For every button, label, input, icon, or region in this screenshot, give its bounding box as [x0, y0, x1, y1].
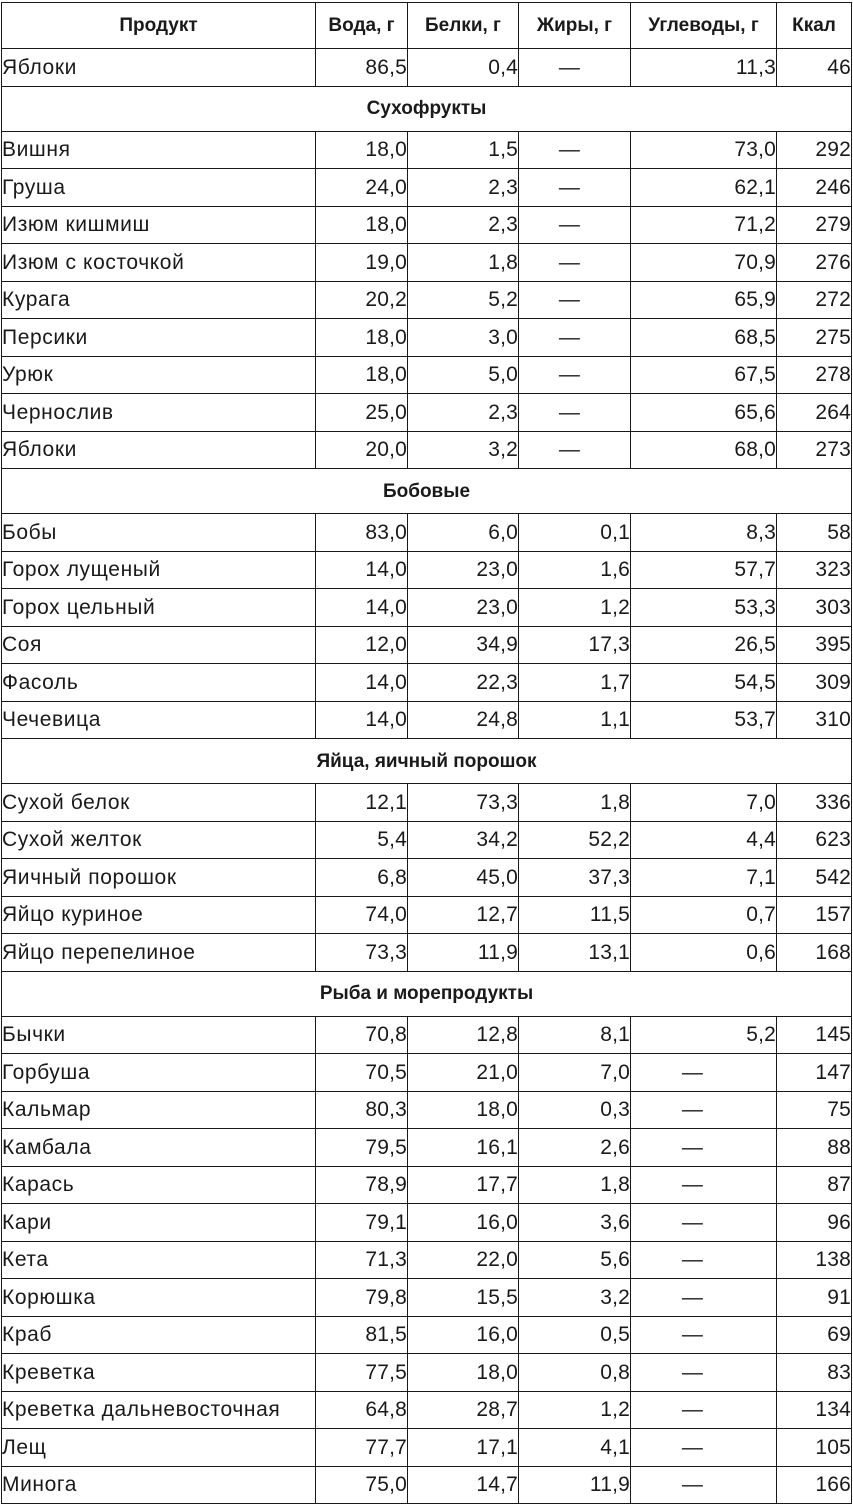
- water-cell: 79,8: [316, 1279, 408, 1317]
- section-header-row: [2, 86, 852, 131]
- table-row: [2, 1129, 852, 1167]
- carbs-cell: 0,7: [631, 896, 777, 934]
- fat-cell: 37,3: [519, 859, 631, 897]
- carbs-cell: 7,0: [631, 784, 777, 822]
- product-name-cell: Чернослив: [2, 394, 316, 432]
- carbs-cell: 54,5: [631, 664, 777, 702]
- kcal-cell: 336: [777, 784, 852, 822]
- kcal-cell: 105: [777, 1429, 852, 1467]
- table-row: [2, 319, 852, 357]
- water-cell: 74,0: [316, 896, 408, 934]
- protein-cell: 18,0: [408, 1091, 519, 1129]
- table-row: [2, 784, 852, 822]
- carbs-cell: 68,0: [631, 431, 777, 469]
- product-name-cell: Горох лущеный: [2, 551, 316, 589]
- table-row: [2, 169, 852, 207]
- kcal-cell: 134: [777, 1391, 852, 1429]
- kcal-cell: 88: [777, 1129, 852, 1167]
- fat-cell: 2,6: [519, 1129, 631, 1167]
- fat-cell: 11,9: [519, 1466, 631, 1504]
- carbs-cell: 7,1: [631, 859, 777, 897]
- carbs-cell: 65,6: [631, 394, 777, 432]
- fat-cell: 1,2: [519, 1391, 631, 1429]
- water-cell: 71,3: [316, 1241, 408, 1279]
- carbs-cell: 73,0: [631, 131, 777, 169]
- kcal-cell: 145: [777, 1016, 852, 1054]
- product-name-cell: Чечевица: [2, 701, 316, 739]
- table-row: [2, 896, 852, 934]
- section-header-row: [2, 469, 852, 514]
- carbs-cell: —: [631, 1054, 777, 1092]
- fat-cell: —: [519, 206, 631, 244]
- fat-cell: 0,1: [519, 514, 631, 552]
- kcal-cell: 303: [777, 589, 852, 627]
- product-name-cell: Карась: [2, 1166, 316, 1204]
- fat-cell: 5,6: [519, 1241, 631, 1279]
- table-row: [2, 821, 852, 859]
- kcal-cell: 87: [777, 1166, 852, 1204]
- fat-cell: 17,3: [519, 626, 631, 664]
- kcal-cell: 168: [777, 934, 852, 972]
- table-row: [2, 1091, 852, 1129]
- table-row: [2, 1241, 852, 1279]
- table-row: [2, 281, 852, 319]
- product-name-cell: Горбуша: [2, 1054, 316, 1092]
- fat-cell: 8,1: [519, 1016, 631, 1054]
- carbs-cell: 53,7: [631, 701, 777, 739]
- carbs-cell: 67,5: [631, 356, 777, 394]
- section-title: Сухофрукты: [2, 86, 852, 131]
- kcal-cell: 310: [777, 701, 852, 739]
- protein-cell: 5,0: [408, 356, 519, 394]
- table-row: [2, 1279, 852, 1317]
- fat-cell: —: [519, 281, 631, 319]
- product-name-cell: Бычки: [2, 1016, 316, 1054]
- kcal-cell: 275: [777, 319, 852, 357]
- protein-cell: 23,0: [408, 589, 519, 627]
- kcal-cell: 395: [777, 626, 852, 664]
- protein-cell: 6,0: [408, 514, 519, 552]
- protein-cell: 34,2: [408, 821, 519, 859]
- product-name-cell: Бобы: [2, 514, 316, 552]
- header-carbs: Углеводы, г: [631, 3, 777, 49]
- fat-cell: 7,0: [519, 1054, 631, 1092]
- protein-cell: 73,3: [408, 784, 519, 822]
- fat-cell: 3,2: [519, 1279, 631, 1317]
- fat-cell: 1,7: [519, 664, 631, 702]
- protein-cell: 11,9: [408, 934, 519, 972]
- protein-cell: 18,0: [408, 1354, 519, 1392]
- water-cell: 12,1: [316, 784, 408, 822]
- product-name-cell: Кальмар: [2, 1091, 316, 1129]
- carbs-cell: 0,6: [631, 934, 777, 972]
- kcal-cell: 157: [777, 896, 852, 934]
- kcal-cell: 166: [777, 1466, 852, 1504]
- product-name-cell: Минога: [2, 1466, 316, 1504]
- fat-cell: 1,2: [519, 589, 631, 627]
- water-cell: 12,0: [316, 626, 408, 664]
- fat-cell: 11,5: [519, 896, 631, 934]
- water-cell: 25,0: [316, 394, 408, 432]
- carbs-cell: —: [631, 1129, 777, 1167]
- table-row: [2, 131, 852, 169]
- water-cell: 6,8: [316, 859, 408, 897]
- carbs-cell: —: [631, 1466, 777, 1504]
- carbs-cell: —: [631, 1204, 777, 1242]
- table-row: [2, 859, 852, 897]
- fat-cell: —: [519, 356, 631, 394]
- kcal-cell: 147: [777, 1054, 852, 1092]
- protein-cell: 14,7: [408, 1466, 519, 1504]
- carbs-cell: 70,9: [631, 244, 777, 282]
- protein-cell: 22,3: [408, 664, 519, 702]
- section-title: Яйца, яичный порошок: [2, 739, 852, 784]
- kcal-cell: 309: [777, 664, 852, 702]
- table-row: [2, 1316, 852, 1354]
- protein-cell: 3,2: [408, 431, 519, 469]
- water-cell: 14,0: [316, 551, 408, 589]
- protein-cell: 16,1: [408, 1129, 519, 1167]
- fat-cell: —: [519, 49, 631, 87]
- water-cell: 19,0: [316, 244, 408, 282]
- carbs-cell: 8,3: [631, 514, 777, 552]
- water-cell: 14,0: [316, 589, 408, 627]
- table-row: [2, 934, 852, 972]
- product-name-cell: Курага: [2, 281, 316, 319]
- fat-cell: 0,5: [519, 1316, 631, 1354]
- carbs-cell: —: [631, 1429, 777, 1467]
- carbs-cell: 65,9: [631, 281, 777, 319]
- section-title: Бобовые: [2, 469, 852, 514]
- water-cell: 70,5: [316, 1054, 408, 1092]
- header-fat: Жиры, г: [519, 3, 631, 49]
- header-water: Вода, г: [316, 3, 408, 49]
- table-body: [2, 49, 852, 1504]
- product-name-cell: Яблоки: [2, 431, 316, 469]
- table-row: [2, 1204, 852, 1242]
- table-row: [2, 514, 852, 552]
- water-cell: 20,0: [316, 431, 408, 469]
- product-name-cell: Груша: [2, 169, 316, 207]
- kcal-cell: 276: [777, 244, 852, 282]
- protein-cell: 2,3: [408, 394, 519, 432]
- carbs-cell: 5,2: [631, 1016, 777, 1054]
- header-protein: Белки, г: [408, 3, 519, 49]
- water-cell: 70,8: [316, 1016, 408, 1054]
- product-name-cell: Креветка: [2, 1354, 316, 1392]
- fat-cell: 4,1: [519, 1429, 631, 1467]
- carbs-cell: —: [631, 1354, 777, 1392]
- table-row: [2, 1054, 852, 1092]
- water-cell: 64,8: [316, 1391, 408, 1429]
- product-name-cell: Урюк: [2, 356, 316, 394]
- protein-cell: 1,8: [408, 244, 519, 282]
- carbs-cell: —: [631, 1279, 777, 1317]
- section-header-row: [2, 971, 852, 1016]
- protein-cell: 12,8: [408, 1016, 519, 1054]
- carbs-cell: 71,2: [631, 206, 777, 244]
- product-name-cell: Изюм кишмиш: [2, 206, 316, 244]
- water-cell: 18,0: [316, 206, 408, 244]
- carbs-cell: —: [631, 1316, 777, 1354]
- carbs-cell: 53,3: [631, 589, 777, 627]
- table-row: [2, 1016, 852, 1054]
- protein-cell: 1,5: [408, 131, 519, 169]
- product-name-cell: Фасоль: [2, 664, 316, 702]
- table-row: [2, 394, 852, 432]
- product-name-cell: Сухой желток: [2, 821, 316, 859]
- water-cell: 20,2: [316, 281, 408, 319]
- kcal-cell: 83: [777, 1354, 852, 1392]
- protein-cell: 28,7: [408, 1391, 519, 1429]
- kcal-cell: 623: [777, 821, 852, 859]
- carbs-cell: 11,3: [631, 49, 777, 87]
- fat-cell: 1,6: [519, 551, 631, 589]
- water-cell: 79,1: [316, 1204, 408, 1242]
- water-cell: 75,0: [316, 1466, 408, 1504]
- water-cell: 81,5: [316, 1316, 408, 1354]
- protein-cell: 0,4: [408, 49, 519, 87]
- product-name-cell: Персики: [2, 319, 316, 357]
- fat-cell: —: [519, 319, 631, 357]
- table-row: [2, 551, 852, 589]
- kcal-cell: 246: [777, 169, 852, 207]
- table-row: [2, 244, 852, 282]
- fat-cell: —: [519, 244, 631, 282]
- table-row: [2, 1466, 852, 1504]
- kcal-cell: 58: [777, 514, 852, 552]
- kcal-cell: 96: [777, 1204, 852, 1242]
- water-cell: 18,0: [316, 131, 408, 169]
- table-row: [2, 701, 852, 739]
- water-cell: 86,5: [316, 49, 408, 87]
- product-name-cell: Изюм с косточкой: [2, 244, 316, 282]
- fat-cell: 52,2: [519, 821, 631, 859]
- product-name-cell: Яичный порошок: [2, 859, 316, 897]
- carbs-cell: —: [631, 1391, 777, 1429]
- kcal-cell: 292: [777, 131, 852, 169]
- fat-cell: —: [519, 431, 631, 469]
- table-header-row: [2, 3, 852, 49]
- protein-cell: 17,7: [408, 1166, 519, 1204]
- carbs-cell: —: [631, 1091, 777, 1129]
- product-name-cell: Кета: [2, 1241, 316, 1279]
- protein-cell: 17,1: [408, 1429, 519, 1467]
- protein-cell: 23,0: [408, 551, 519, 589]
- product-name-cell: Камбала: [2, 1129, 316, 1167]
- product-name-cell: Яйцо куриное: [2, 896, 316, 934]
- table-row: [2, 431, 852, 469]
- water-cell: 73,3: [316, 934, 408, 972]
- kcal-cell: 279: [777, 206, 852, 244]
- water-cell: 79,5: [316, 1129, 408, 1167]
- water-cell: 78,9: [316, 1166, 408, 1204]
- product-name-cell: Яйцо перепелиное: [2, 934, 316, 972]
- fat-cell: —: [519, 131, 631, 169]
- fat-cell: 1,8: [519, 784, 631, 822]
- protein-cell: 15,5: [408, 1279, 519, 1317]
- protein-cell: 2,3: [408, 206, 519, 244]
- water-cell: 5,4: [316, 821, 408, 859]
- protein-cell: 34,9: [408, 626, 519, 664]
- fat-cell: 1,1: [519, 701, 631, 739]
- kcal-cell: 323: [777, 551, 852, 589]
- water-cell: 80,3: [316, 1091, 408, 1129]
- nutrition-table: [1, 2, 852, 1504]
- water-cell: 77,7: [316, 1429, 408, 1467]
- carbs-cell: 57,7: [631, 551, 777, 589]
- header-product: Продукт: [2, 3, 316, 49]
- water-cell: 77,5: [316, 1354, 408, 1392]
- kcal-cell: 91: [777, 1279, 852, 1317]
- product-name-cell: Яблоки: [2, 49, 316, 87]
- protein-cell: 3,0: [408, 319, 519, 357]
- water-cell: 14,0: [316, 701, 408, 739]
- product-name-cell: Вишня: [2, 131, 316, 169]
- table-row: [2, 356, 852, 394]
- protein-cell: 16,0: [408, 1204, 519, 1242]
- protein-cell: 12,7: [408, 896, 519, 934]
- product-name-cell: Краб: [2, 1316, 316, 1354]
- product-name-cell: Сухой белок: [2, 784, 316, 822]
- protein-cell: 21,0: [408, 1054, 519, 1092]
- carbs-cell: 62,1: [631, 169, 777, 207]
- water-cell: 14,0: [316, 664, 408, 702]
- carbs-cell: —: [631, 1241, 777, 1279]
- header-kcal: Ккал: [777, 3, 852, 49]
- kcal-cell: 542: [777, 859, 852, 897]
- section-title: Рыба и морепродукты: [2, 971, 852, 1016]
- table-row: [2, 1354, 852, 1392]
- protein-cell: 24,8: [408, 701, 519, 739]
- kcal-cell: 278: [777, 356, 852, 394]
- protein-cell: 45,0: [408, 859, 519, 897]
- carbs-cell: —: [631, 1166, 777, 1204]
- fat-cell: —: [519, 169, 631, 207]
- carbs-cell: 68,5: [631, 319, 777, 357]
- kcal-cell: 264: [777, 394, 852, 432]
- table-row: [2, 1429, 852, 1467]
- fat-cell: 13,1: [519, 934, 631, 972]
- table-row: [2, 1391, 852, 1429]
- product-name-cell: Соя: [2, 626, 316, 664]
- protein-cell: 2,3: [408, 169, 519, 207]
- kcal-cell: 75: [777, 1091, 852, 1129]
- kcal-cell: 69: [777, 1316, 852, 1354]
- product-name-cell: Горох цельный: [2, 589, 316, 627]
- protein-cell: 16,0: [408, 1316, 519, 1354]
- fat-cell: 0,3: [519, 1091, 631, 1129]
- product-name-cell: Корюшка: [2, 1279, 316, 1317]
- kcal-cell: 46: [777, 49, 852, 87]
- section-header-row: [2, 739, 852, 784]
- kcal-cell: 273: [777, 431, 852, 469]
- table-row: [2, 1166, 852, 1204]
- product-name-cell: Лещ: [2, 1429, 316, 1467]
- kcal-cell: 272: [777, 281, 852, 319]
- fat-cell: 0,8: [519, 1354, 631, 1392]
- protein-cell: 22,0: [408, 1241, 519, 1279]
- product-name-cell: Кари: [2, 1204, 316, 1242]
- water-cell: 24,0: [316, 169, 408, 207]
- table-row: [2, 206, 852, 244]
- table-row: [2, 49, 852, 87]
- fat-cell: 1,8: [519, 1166, 631, 1204]
- table-row: [2, 626, 852, 664]
- fat-cell: 3,6: [519, 1204, 631, 1242]
- protein-cell: 5,2: [408, 281, 519, 319]
- product-name-cell: Креветка дальневосточная: [2, 1391, 316, 1429]
- fat-cell: —: [519, 394, 631, 432]
- carbs-cell: 26,5: [631, 626, 777, 664]
- water-cell: 18,0: [316, 319, 408, 357]
- carbs-cell: 4,4: [631, 821, 777, 859]
- water-cell: 18,0: [316, 356, 408, 394]
- kcal-cell: 138: [777, 1241, 852, 1279]
- table-row: [2, 589, 852, 627]
- table-row: [2, 664, 852, 702]
- water-cell: 83,0: [316, 514, 408, 552]
